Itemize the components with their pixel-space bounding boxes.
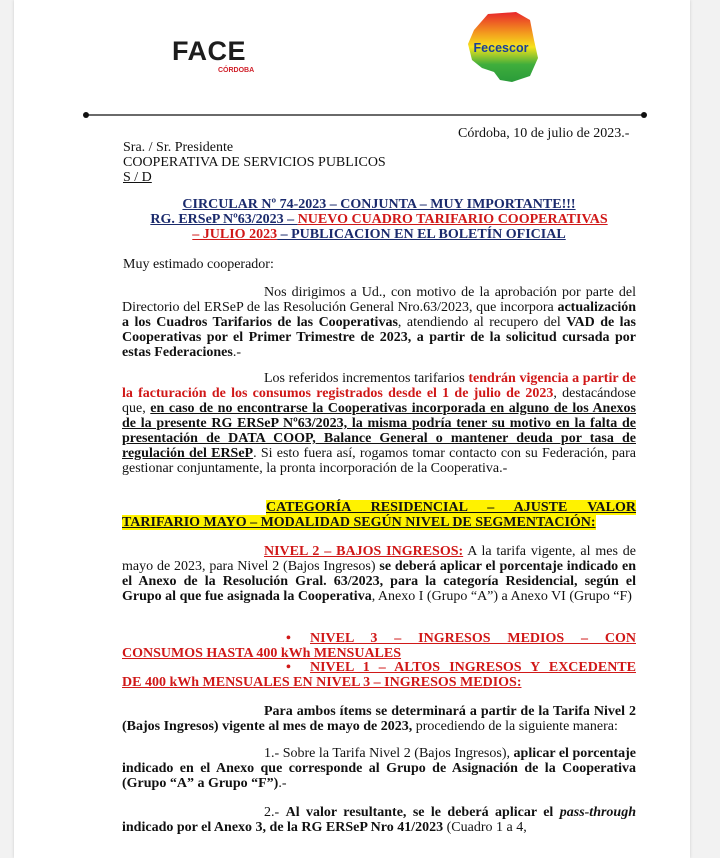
new-tariff-title: NUEVO CUADRO TARIFARIO COOPERATIVAS bbox=[297, 212, 608, 227]
p1-text-c: .- bbox=[232, 345, 241, 360]
p2-text-b: , destacándose que, bbox=[122, 386, 636, 416]
paragraph-procedure bbox=[122, 704, 636, 734]
circular-subtitle-2 bbox=[124, 227, 634, 242]
category-title-1: CATEGORÍA RESIDENCIAL – AJUSTE VALOR bbox=[266, 500, 636, 515]
step-2-bold-b: indicado por el Anexo 3, de la RG ERSeP Nro 41/2023 bbox=[122, 820, 444, 835]
step-1-bold: aplicar el porcentaje indicado en el Anexo que corresponde al Grupo de Asignación de la Cooperativa (Grupo “A” a Grupo “F”) bbox=[122, 746, 636, 791]
recipient-title: Sra. / Sr. Presidente bbox=[123, 140, 234, 155]
recipient-sd: S / D bbox=[123, 170, 152, 185]
category-heading-line2 bbox=[122, 515, 636, 530]
p2-validity-date: tendrán vigencia a partir de la facturación de los consumos registrados desde el 1 de julio de 2023 bbox=[122, 371, 636, 401]
fecescor-logo bbox=[460, 10, 542, 84]
step-2-number: 2.- bbox=[264, 805, 286, 820]
step-2-bold-a: Al valor resultante, se le deberá aplicar el bbox=[285, 805, 560, 820]
step-2-pass-through: pass-through bbox=[559, 805, 637, 820]
header-divider bbox=[82, 110, 648, 120]
p2-text-c: . Si esto fuera así, rogamos tomar contacto con su Federación, para gestionar conjuntamente, la pronta incorporación de la Cooperativa.- bbox=[122, 446, 636, 476]
p2-text-a: Los referidos incrementos tarifarios bbox=[264, 371, 469, 386]
p2-warning: en caso de no encontrarse la Cooperativas incorporada en alguno de los Anexos de la presente RG ERSeP Nº63/2023, la misma podría tener su motivo en la falta de presentación de DATA COOP, Balance General o mantener deuda por tasa de regulación del ERSeP bbox=[122, 401, 637, 461]
bullet-icon: • bbox=[286, 631, 291, 646]
step-1-text: 1.- Sobre la Tarifa Nivel 2 (Bajos Ingresos), bbox=[264, 746, 514, 761]
p1-bold-a: actualización a los Cuadros Tarifarios de las Cooperativas bbox=[122, 300, 636, 330]
bullet-nivel-3-line2: CONSUMOS HASTA 400 kWh MENSUALES bbox=[122, 646, 402, 661]
step-1-end: .- bbox=[278, 776, 287, 791]
step-2-text: (Cuadro 1 a 4, bbox=[443, 820, 527, 835]
nivel-2-text-b: , Anexo I (Grupo “A”) a Anexo VI (Grupo “F) bbox=[371, 589, 632, 604]
p1-text-a: Nos dirigimos a Ud., con motivo de la aprobación por parte del Directorio del ERSeP de las Resolución General Nro.63/2023, que incorpora bbox=[122, 285, 636, 315]
paragraph-validity bbox=[122, 371, 636, 476]
bullet-icon: • bbox=[286, 660, 291, 675]
bullet-nivel-1-line2: DE 400 kWh MENSUALES EN NIVEL 3 – INGRESOS MEDIOS: bbox=[122, 675, 522, 690]
date-line: Córdoba, 10 de julio de 2023.- bbox=[458, 126, 630, 141]
salutation: Muy estimado cooperador: bbox=[123, 257, 274, 272]
circular-title: CIRCULAR Nº 74-2023 – CONJUNTA – MUY IMPORTANTE!!! bbox=[182, 197, 576, 212]
bullet-nivel-3-line1 bbox=[286, 631, 636, 646]
p3-text: procediendo de la siguiente manera: bbox=[412, 719, 618, 734]
face-cordoba-logo bbox=[172, 36, 258, 80]
step-2 bbox=[122, 805, 636, 835]
circular-subtitle-1 bbox=[124, 212, 634, 227]
fecescor-logo-text: Fecescor bbox=[473, 41, 529, 55]
publication-ref: – PUBLICACION EN EL BOLETÍN OFICIAL bbox=[277, 227, 566, 242]
nivel-2-bold: se deberá aplicar el porcentaje indicado en el Anexo de la Resolución Gral. 63/2023, para la categoría Residencial, según el Grupo al que fue asignada la Cooperativa bbox=[122, 559, 636, 604]
paragraph-nivel-2 bbox=[122, 544, 636, 604]
resolution-ref: RG. ERSeP Nº63/2023 – bbox=[150, 212, 298, 227]
face-logo-subtext: CÓRDOBA bbox=[218, 67, 255, 74]
category-heading-line1 bbox=[266, 500, 636, 515]
bullet-nivel-1-line1 bbox=[286, 660, 636, 675]
step-1 bbox=[122, 746, 636, 791]
face-logo-text: FACE bbox=[172, 36, 247, 66]
p1-text-b: , atendiendo al recupero del bbox=[397, 315, 567, 330]
nivel-2-label: NIVEL 2 – BAJOS INGRESOS: bbox=[264, 544, 464, 559]
bullet-nivel-3-text: NIVEL 3 – INGRESOS MEDIOS – CON bbox=[310, 631, 636, 646]
p1-bold-b: VAD de las Cooperativas por el Primer Trimestre de 2023, a partir de la solicitud cursada por estas Federaciones bbox=[122, 315, 637, 360]
paragraph-approval bbox=[122, 285, 636, 360]
document-page bbox=[14, 0, 690, 858]
bullet-nivel-1-text: NIVEL 1 – ALTOS INGRESOS Y EXCEDENTE bbox=[310, 660, 636, 675]
p3-bold: Para ambos ítems se determinará a partir de la Tarifa Nivel 2 (Bajos Ingresos) vigente al mes de mayo de 2023, bbox=[122, 704, 636, 734]
recipient-name: COOPERATIVA DE SERVICIOS PUBLICOS bbox=[123, 155, 386, 170]
nivel-2-text-a: A la tarifa vigente, al mes de mayo de 2023, para Nivel 2 (Bajos Ingresos) bbox=[122, 544, 636, 574]
month-ref: – JULIO 2023 bbox=[192, 227, 278, 242]
category-title-2: TARIFARIO MAYO – MODALIDAD SEGÚN NIVEL DE SEGMENTACIÓN: bbox=[122, 515, 596, 530]
